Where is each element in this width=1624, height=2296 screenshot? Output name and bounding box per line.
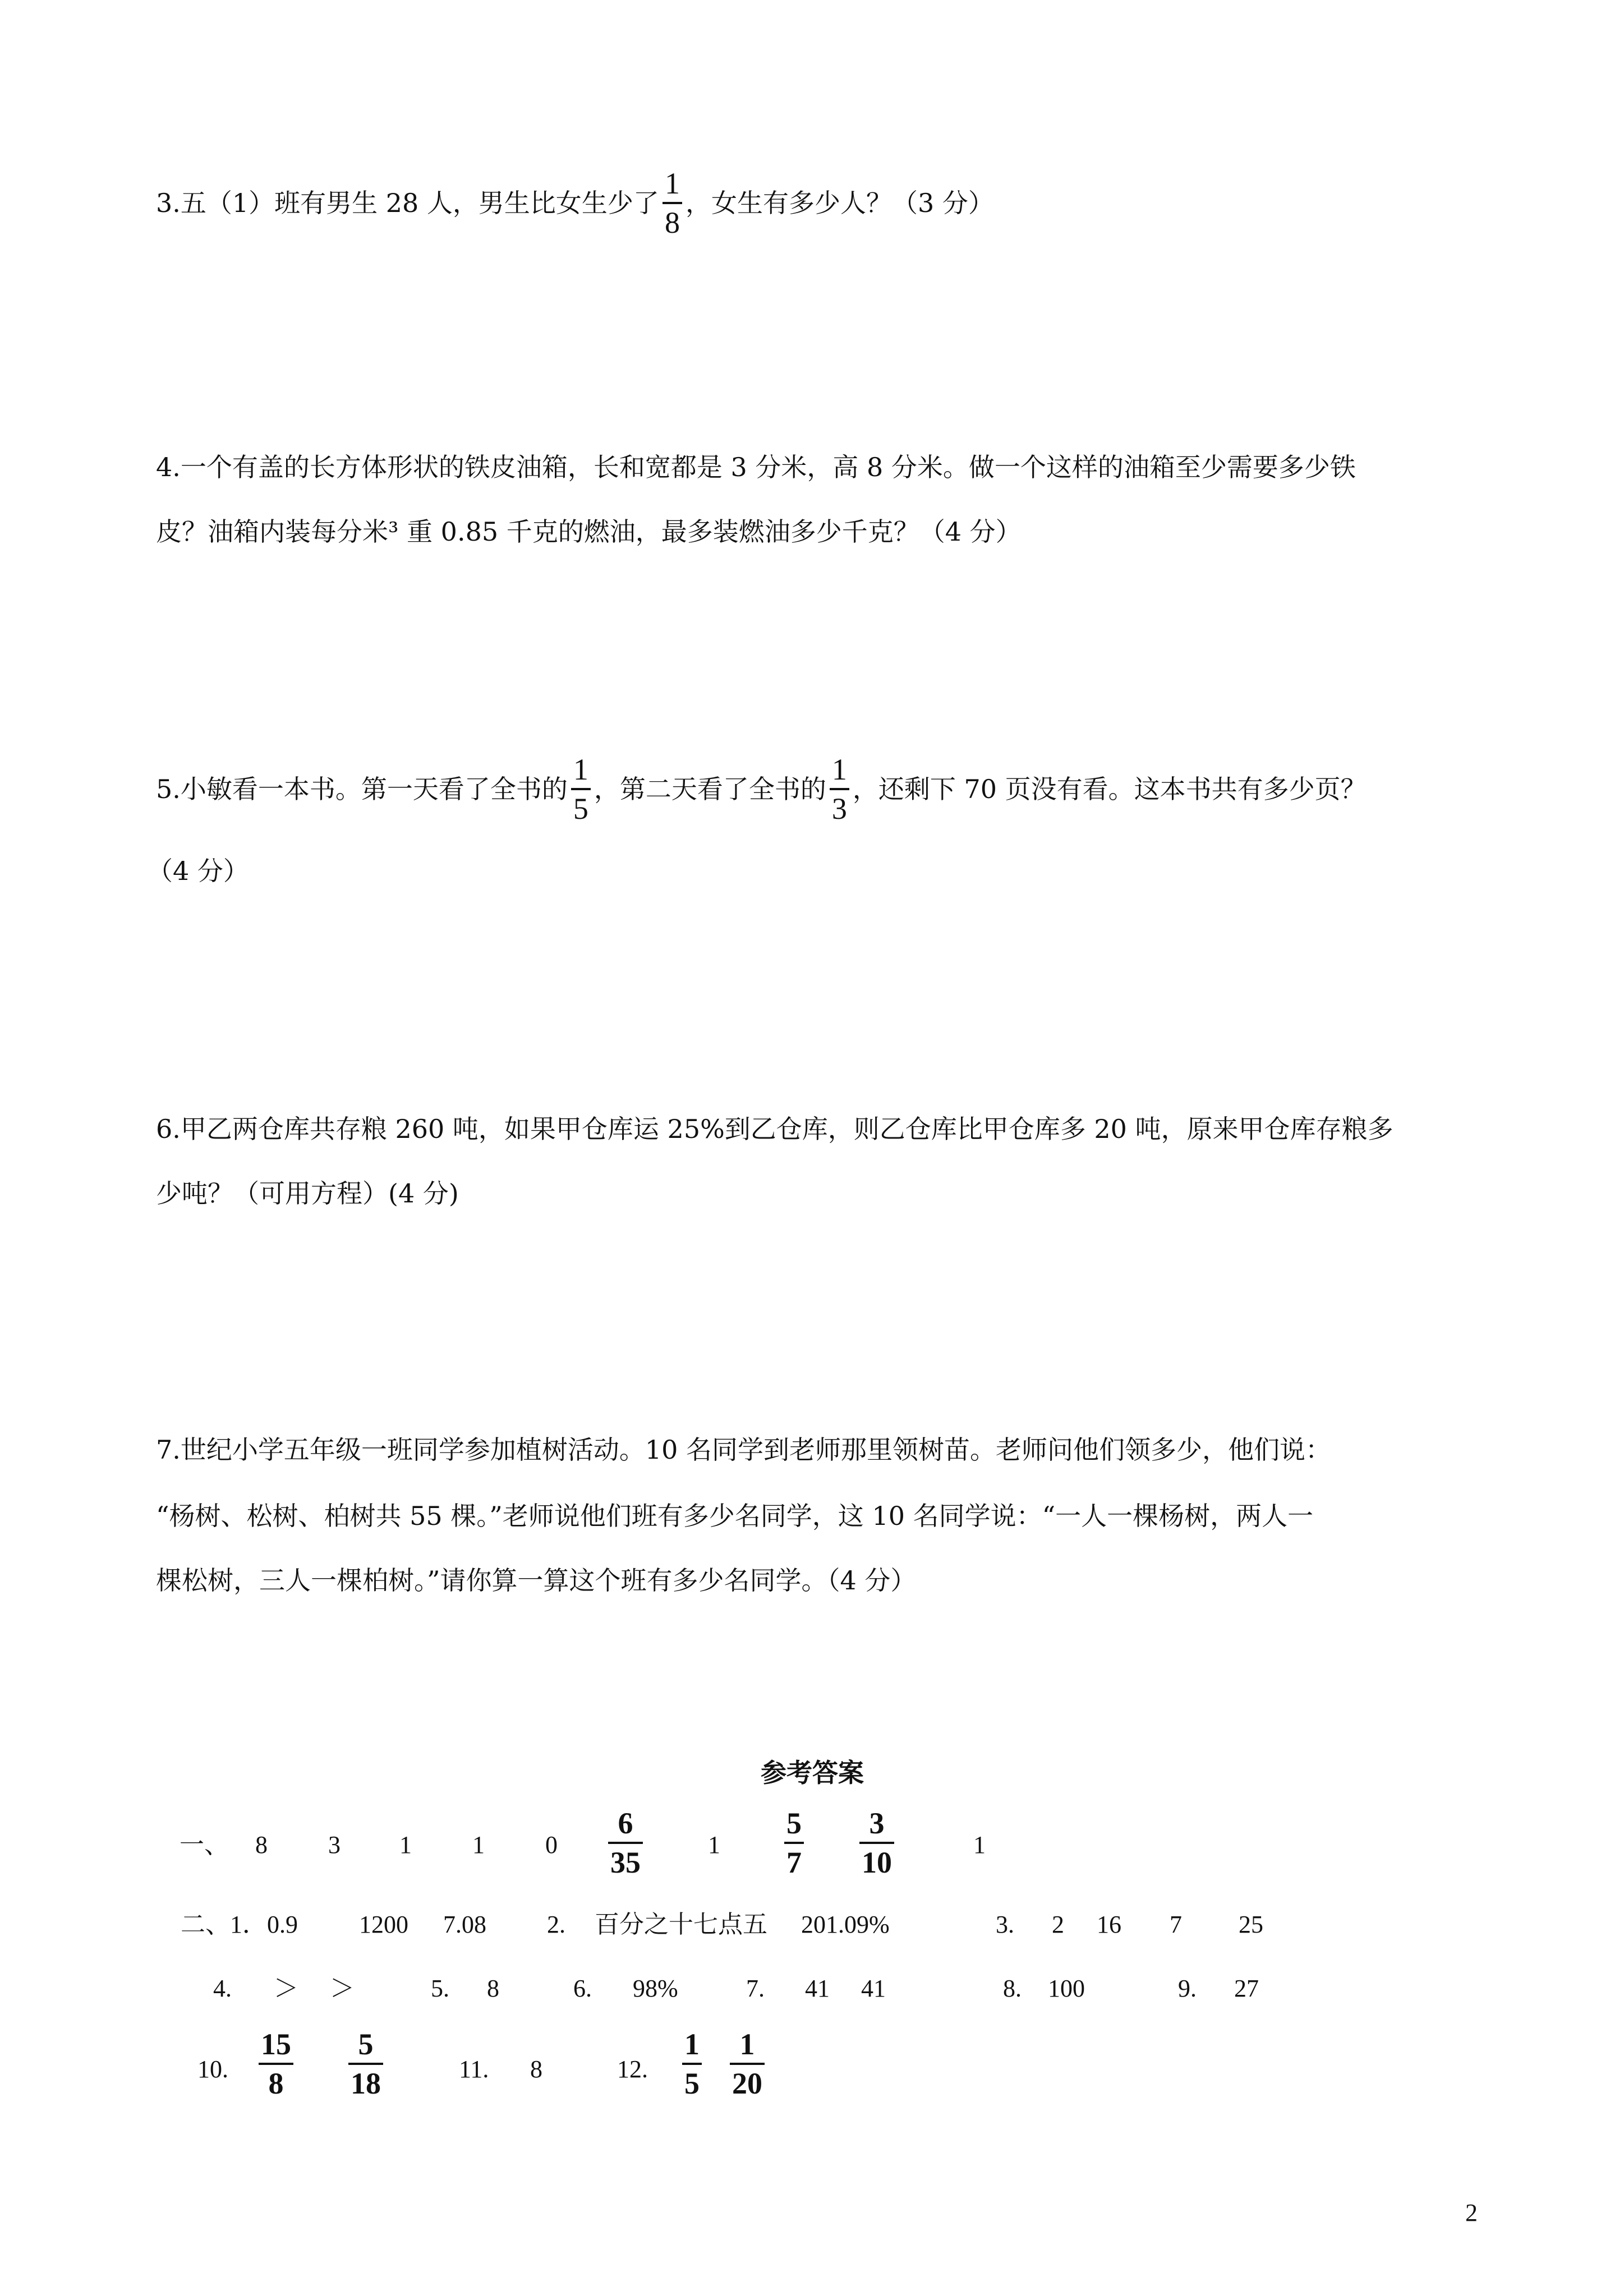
row3-value: ＞: [330, 1975, 355, 2002]
fraction-bar: [348, 2063, 383, 2065]
question-6-line-1: 6.甲乙两仓库共存粮 260 吨，如果甲仓库运 25%到乙仓库，则乙仓库比甲仓库多 20 吨，原来甲仓库存粮多: [156, 1114, 1393, 1144]
row3-value: 4.: [213, 1975, 232, 2002]
row4-value: 12.: [617, 2055, 648, 2083]
question-7-line-1: 7.世纪小学五年级一班同学参加植树活动。10 名同学到老师那里领树苗。老师问他们领多少，他们说：: [156, 1435, 1332, 1465]
fraction-numerator: 1: [684, 2027, 700, 2061]
fraction-denominator: 35: [610, 1846, 641, 1879]
q5-fraction-2: [830, 754, 849, 824]
row1-value: 3: [328, 1831, 341, 1859]
fraction-numerator: 3: [869, 1806, 885, 1840]
q5-text-1: 5.小敏看一本书。第一天看了全书的: [156, 774, 568, 804]
row2-value: 百分之十七点五: [595, 1911, 767, 1938]
fraction-denominator: 5: [684, 2067, 700, 2100]
row2-value: 201.09%: [801, 1911, 890, 1938]
row2-value: 2: [1052, 1911, 1064, 1938]
row2-value: 16: [1097, 1911, 1121, 1938]
row3-value: 5.: [431, 1975, 449, 2002]
q5-text-2: ，第二天看了全书的: [594, 774, 826, 804]
row4-fraction-1: [259, 2029, 293, 2099]
row4-fraction-4: [730, 2029, 765, 2099]
row3-value: 41: [805, 1975, 830, 2002]
fraction-numerator: 6: [618, 1806, 633, 1840]
row3-value: 41: [861, 1975, 886, 2002]
q5-fraction-1: [571, 754, 591, 824]
question-5: [156, 754, 1367, 824]
fraction-numerator: 15: [261, 2027, 291, 2061]
fraction-denominator: 5: [573, 792, 588, 826]
fraction-denominator: 3: [831, 792, 847, 826]
row2-label: 二、1．0.9: [181, 1911, 298, 1938]
fraction-numerator: 1: [573, 753, 588, 786]
row4-value: 10.: [197, 2055, 228, 2083]
row1-value: 1: [399, 1831, 412, 1859]
q3-text-before: 3.五（1）班有男生 28 人，男生比女生少了: [156, 188, 659, 218]
fraction-numerator: 1: [831, 753, 847, 786]
fraction-bar: [663, 202, 682, 204]
question-3: [156, 168, 994, 238]
row1-fraction-1: [608, 1808, 643, 1878]
fraction-numerator: 5: [358, 2027, 374, 2061]
fraction-bar: [259, 2063, 293, 2065]
row3-value: 27: [1234, 1975, 1259, 2002]
answers-title: 参考答案: [761, 1758, 864, 1788]
row2-value: 7.08: [443, 1911, 486, 1938]
fraction-denominator: 10: [862, 1846, 892, 1879]
question-7-line-3: 棵松树，三人一棵柏树。”请你算一算这个班有多少名同学。（4 分）: [156, 1565, 917, 1596]
row2-value: 25: [1239, 1911, 1263, 1938]
fraction-numerator: 1: [664, 167, 680, 200]
page-number: 2: [1465, 2199, 1478, 2226]
row1-value: 1: [472, 1831, 485, 1859]
row3-value: 9.: [1178, 1975, 1197, 2002]
row1-value: 1: [973, 1831, 986, 1859]
row3-value: 98%: [633, 1975, 678, 2002]
row3-value: 6.: [573, 1975, 592, 2002]
row4-value: 8: [530, 2055, 542, 2083]
fraction-denominator: 20: [732, 2067, 762, 2100]
row4-fraction-3: [682, 2029, 702, 2099]
row2-value: 3.: [996, 1911, 1014, 1938]
row1-fraction-2: [784, 1808, 804, 1878]
row3-value: 100: [1048, 1975, 1085, 2002]
question-5-line-2: （4 分）: [147, 856, 249, 886]
question-6-line-2: 少吨？（可用方程）(4 分): [156, 1178, 459, 1209]
row3-value: 7.: [746, 1975, 765, 2002]
fraction-denominator: 18: [351, 2067, 381, 2100]
fraction-bar: [830, 788, 849, 790]
fraction-numerator: 1: [739, 2027, 755, 2061]
fraction-bar: [682, 2063, 702, 2065]
row3-value: ＞: [274, 1975, 298, 2002]
question-4-line-2: 皮？油箱内装每分米³ 重 0.85 千克的燃油，最多装燃油多少千克？（4 分）: [156, 517, 1022, 547]
row1-label: 一、: [180, 1831, 229, 1859]
fraction-denominator: 8: [268, 2067, 284, 2100]
fraction-denominator: 7: [786, 1846, 802, 1879]
row1-fraction-3: [859, 1808, 894, 1878]
row3-value: 8.: [1003, 1975, 1022, 2002]
fraction-bar: [608, 1842, 643, 1844]
row1-value: 1: [708, 1831, 720, 1859]
row4-value: 11.: [459, 2055, 489, 2083]
fraction-denominator: 8: [664, 206, 680, 239]
row2-value: 7: [1170, 1911, 1182, 1938]
q5-text-3: ，还剩下 70 页没有看。这本书共有多少页？: [852, 774, 1367, 804]
question-4-line-1: 4.一个有盖的长方体形状的铁皮油箱，长和宽都是 3 分米，高 8 分米。做一个这样的油箱至少需要多少铁: [156, 452, 1356, 482]
row1-value: 8: [255, 1831, 268, 1859]
fraction-numerator: 5: [786, 1806, 802, 1840]
q3-text-after: ，女生有多少人？（3 分）: [685, 188, 994, 218]
fraction-bar: [784, 1842, 804, 1844]
row1-value: 0: [545, 1831, 558, 1859]
row3-value: 8: [487, 1975, 499, 2002]
question-7-line-2: “杨树、松树、柏树共 55 棵。”老师说他们班有多少名同学，这 10 名同学说：“一人一棵杨树，两人一: [156, 1501, 1314, 1531]
fraction-bar: [571, 788, 591, 790]
q3-fraction: [663, 168, 682, 238]
row2-value: 2.: [547, 1911, 565, 1938]
row2-value: 1200: [359, 1911, 408, 1938]
fraction-bar: [859, 1842, 894, 1844]
row4-fraction-2: [348, 2029, 383, 2099]
fraction-bar: [730, 2063, 765, 2065]
